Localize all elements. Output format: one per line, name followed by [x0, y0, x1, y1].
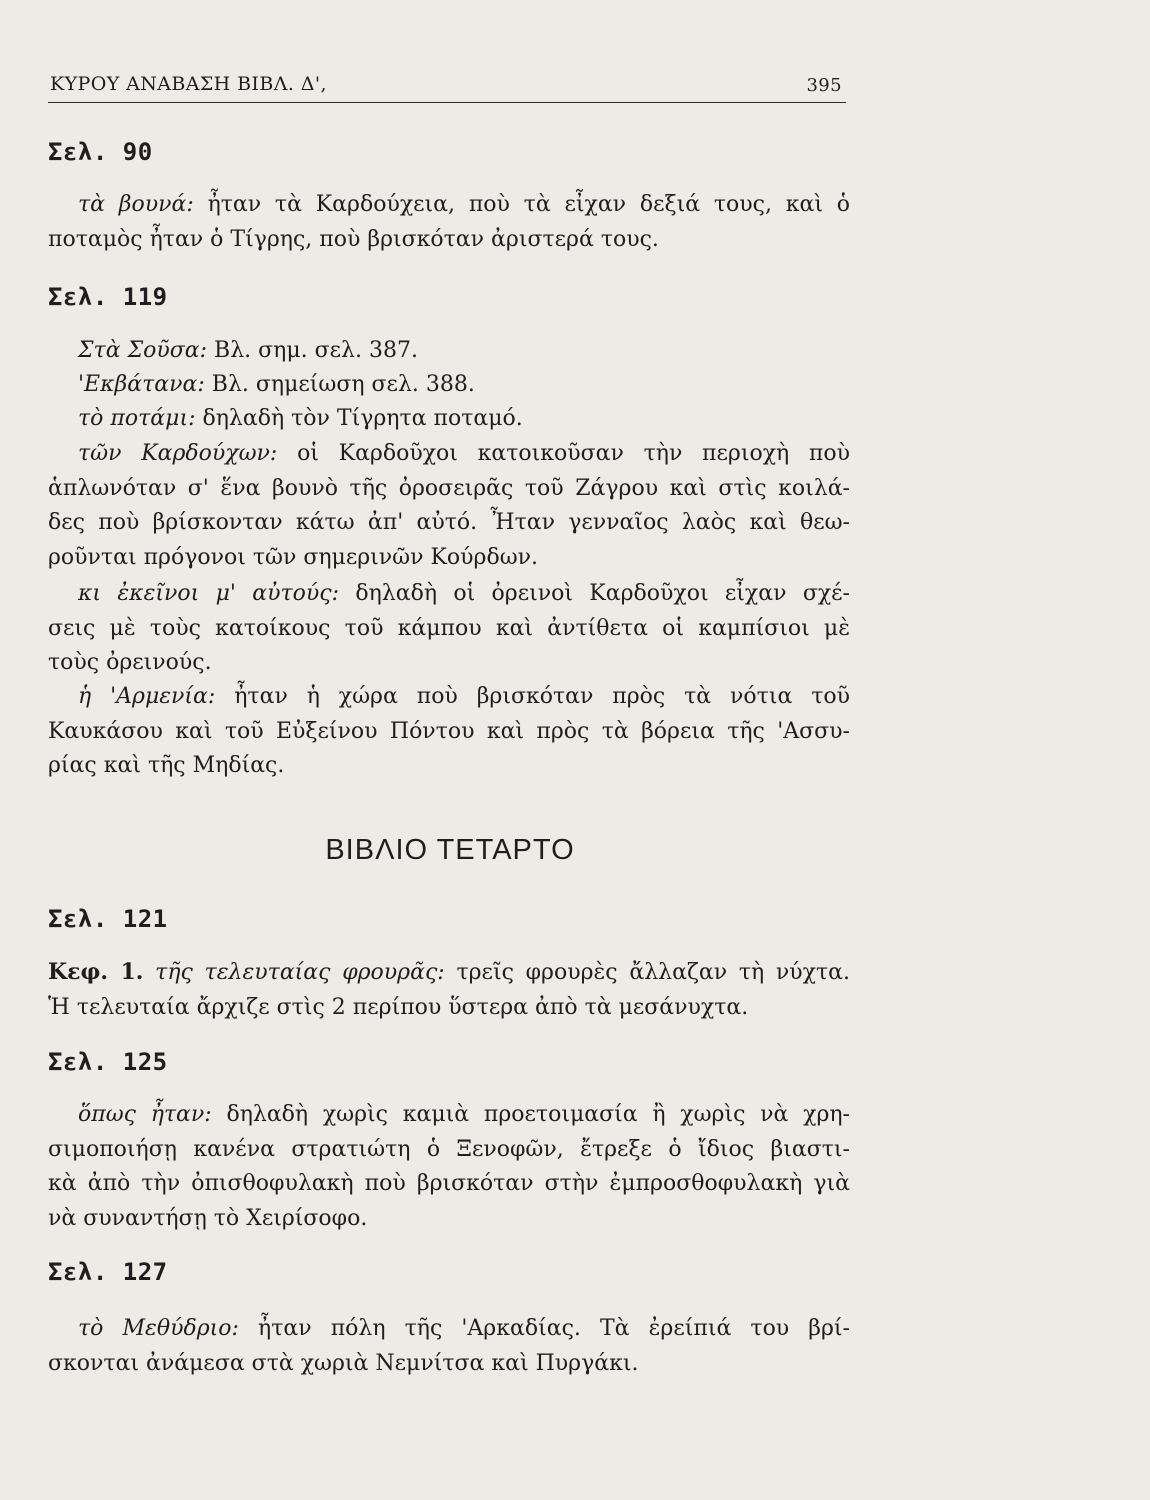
note-line: ποταμὸς ἦταν ὁ Τίγρης, ποὺ βρισκόταν ἀριστερά τους.: [48, 226, 659, 252]
note-term: τὰ βουνά:: [78, 192, 194, 217]
note-line: σεις μὲ τοὺς κατοίκους τοῦ κάμπου καὶ ἀντίθετα οἱ καμπίσιοι μὲ: [48, 615, 850, 641]
note-text: Βλ. σημείωση σελ. 388.: [211, 372, 475, 397]
note-line: κὰ ἀπὸ τὴν ὀπισθοφυλακὴ ποὺ βρισκόταν στὴν ἐμπροσθοφυλακὴ γιὰ: [48, 1171, 850, 1196]
note-term: τῆς τελευταίας φρουρᾶς:: [155, 960, 445, 985]
page-reference-90: Σελ. 90: [48, 138, 153, 166]
note-text: δηλαδὴ τὸν Τίγρητα ποταμό.: [202, 406, 523, 431]
note-line: Καυκάσου καὶ τοῦ Εὐξείνου Πόντου καὶ πρὸς τὰ βόρεια τῆς 'Ασσυ-: [48, 718, 850, 744]
note-term: Στὰ Σοῦσα:: [78, 338, 208, 363]
note-text: ἦταν τὰ Καρδούχεια, ποὺ τὰ εἶχαν δεξιά τους, καὶ ὁ: [207, 192, 850, 217]
note-term: ὅπως ἦταν:: [78, 1102, 212, 1127]
note-line: [48, 334, 850, 369]
note-line: ἁπλωνόταν σ' ἕνα βουνὸ τῆς ὀροσειρᾶς τοῦ Ζάγρου καὶ στὶς κοιλά-: [48, 475, 850, 501]
note-line: [48, 680, 850, 715]
note-ekvatana: [48, 368, 850, 403]
page-reference-125: Σελ. 125: [48, 1048, 168, 1076]
page-reference-119: Σελ. 119: [48, 283, 168, 311]
note-text: δηλαδὴ χωρὶς καμιὰ προετοιμασία ἢ χωρὶς νὰ χρη-: [226, 1102, 850, 1127]
running-header: [48, 70, 846, 103]
note-line: νὰ συναντήσῃ τὸ Χειρίσοφο.: [48, 1205, 368, 1231]
note-line: δες ποὺ βρίσκονταν κάτω ἀπ' αὐτό. Ἦταν γενναῖος λαὸς καὶ θεω-: [48, 510, 850, 535]
running-title: ΚΥΡΟΥ ΑΝΑΒΑΣΗ ΒΙΒΛ. Δ',: [50, 73, 327, 95]
note-term: 'Εκβάτανα:: [78, 372, 205, 397]
note-teleftaias-frouras: [48, 955, 850, 1025]
book-title: ΒΙΒΛΙΟ ΤΕΤΑΡΤΟ: [325, 834, 575, 866]
page-reference-127: Σελ. 127: [48, 1258, 168, 1286]
note-term: τῶν Καρδούχων:: [78, 441, 278, 466]
note-term: τὸ ποτάμι:: [78, 406, 196, 431]
note-line: [48, 402, 850, 437]
note-line: τοὺς ὀρεινούς.: [48, 650, 212, 675]
note-ki-ekeinoi: [48, 577, 850, 681]
chapter-label: Κεφ. 1.: [48, 959, 144, 985]
note-line: [48, 577, 850, 612]
note-line: σιμοποιήσῃ κανένα στρατιώτη ὁ Ξενοφῶν, ἔτρεξε ὁ ἴδιος βιαστι-: [48, 1136, 850, 1162]
note-line: [48, 188, 850, 223]
note-line: σκονται ἀνάμεσα στὰ χωριὰ Νεμνίτσα καὶ Πυργάκι.: [48, 1350, 639, 1376]
note-line: [48, 368, 850, 403]
page-number: 395: [806, 75, 842, 96]
note-line: ρίας καὶ τῆς Μηδίας.: [48, 753, 285, 778]
note-sta-sousa: [48, 334, 850, 369]
note-to-potami: [48, 402, 850, 437]
note-text: δηλαδὴ οἱ ὀρεινοὶ Καρδοῦχοι εἶχαν σχέ-: [355, 581, 850, 606]
note-text: Βλ. σημ. σελ. 387.: [214, 338, 418, 363]
note-armenia: [48, 680, 850, 784]
note-kardouchon: [48, 437, 850, 575]
page-reference-121: Σελ. 121: [48, 905, 168, 933]
note-line: [48, 955, 850, 991]
note-line: [48, 437, 850, 472]
note-line: Ἡ τελευταία ἄρχιζε στὶς 2 περίπου ὕστερα ἀπὸ τὰ μεσάνυχτα.: [48, 994, 749, 1020]
note-term: κι ἐκεῖνοι μ' αὐτούς:: [78, 581, 340, 606]
note-ta-vouna: [48, 188, 850, 257]
note-text: ἦταν ἡ χώρα ποὺ βρισκόταν πρὸς τὰ νότια τοῦ: [234, 684, 851, 709]
note-term: τὸ Μεθύδριο:: [78, 1316, 239, 1341]
note-text: ἦταν πόλη τῆς 'Αρκαδίας. Τὰ ἐρείπιά του βρί-: [258, 1316, 850, 1341]
note-line: [48, 1312, 850, 1347]
note-methydrio: [48, 1312, 850, 1381]
note-term: ἡ 'Αρμενία:: [78, 684, 216, 709]
note-text: οἱ Καρδοῦχοι κατοικοῦσαν τὴν περιοχὴ ποὺ: [297, 441, 851, 466]
note-text: τρεῖς φρουρὲς ἄλλαζαν τὴ νύχτα.: [456, 960, 851, 985]
note-line: ροῦνται πρόγονοι τῶν σημερινῶν Κούρδων.: [48, 544, 538, 570]
note-line: [48, 1098, 850, 1133]
note-opos-itan: [48, 1098, 850, 1236]
